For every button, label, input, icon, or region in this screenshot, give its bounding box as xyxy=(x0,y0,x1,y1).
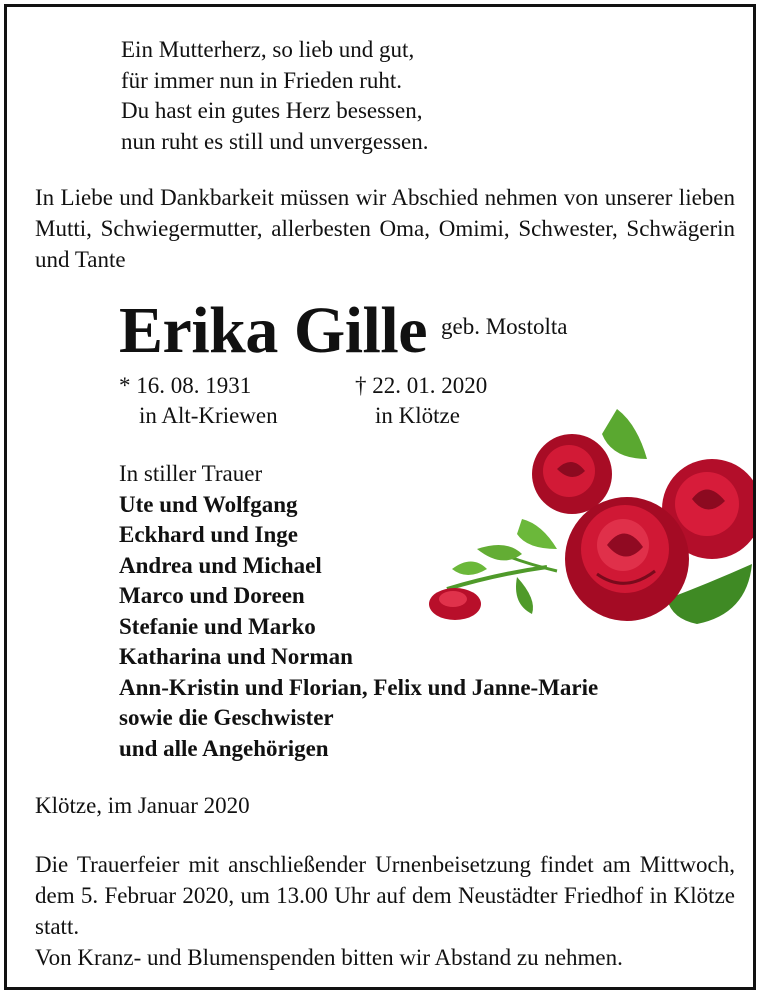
mourner-entry: sowie die Geschwister xyxy=(119,705,334,730)
mourner-entry: Stefanie und Marko xyxy=(119,613,316,639)
mourner-entry: und alle Angehörigen xyxy=(119,735,329,761)
poem xyxy=(121,35,429,157)
mourner-entry: Ute und Wolfgang xyxy=(119,491,298,517)
poem-line: für immer nun in Frieden ruht. xyxy=(121,67,403,93)
intro-text: In Liebe und Dankbarkeit müssen wir Abschied nehmen von unserer lieben Mutti, Schwiegermutter, allerbesten Oma, Omimi, Schwester, Schwägerin und Tante xyxy=(35,185,735,272)
mourner-entry: Katharina und Norman xyxy=(119,644,353,669)
roses-illustration xyxy=(407,399,756,635)
funeral-info: Die Trauerfeier mit anschließender Urnenbeisetzung findet am Mittwoch, dem 5. Februar 2020, um 13.00 Uhr auf dem Neustädter Friedhof in Klötze statt. xyxy=(35,852,735,939)
birth-place: in Alt-Kriewen xyxy=(139,403,278,428)
poem-line: Du hast ein gutes Herz besessen, xyxy=(121,98,423,123)
birth-info xyxy=(119,371,278,431)
roses-image xyxy=(407,399,756,635)
location-date: Klötze, im Januar 2020 xyxy=(35,793,250,818)
death-place: in Klötze xyxy=(375,403,460,428)
mourner-entry: Ann-Kristin und Florian, Felix und Janne-Marie xyxy=(119,674,599,700)
obituary-notice xyxy=(4,4,756,990)
deceased-name: Erika Gille xyxy=(119,294,427,367)
poem-line: nun ruht es still und unvergessen. xyxy=(121,128,429,154)
mourners-heading: In stiller Trauer xyxy=(119,461,263,486)
deceased-name-row xyxy=(119,293,568,369)
poem-line: Ein Mutterherz, so lieb und gut, xyxy=(121,37,415,62)
donation-request: Von Kranz- und Blumenspenden bitten wir Abstand zu nehmen. xyxy=(35,945,623,970)
mourner-entry: Eckhard und Inge xyxy=(119,522,298,547)
death-date: † 22. 01. 2020 xyxy=(355,373,488,398)
mourner-entry: Andrea und Michael xyxy=(119,552,322,578)
mourner-entry: Marco und Doreen xyxy=(119,583,305,608)
birth-date: * 16. 08. 1931 xyxy=(119,373,252,398)
maiden-name: geb. Mostolta xyxy=(441,314,568,339)
